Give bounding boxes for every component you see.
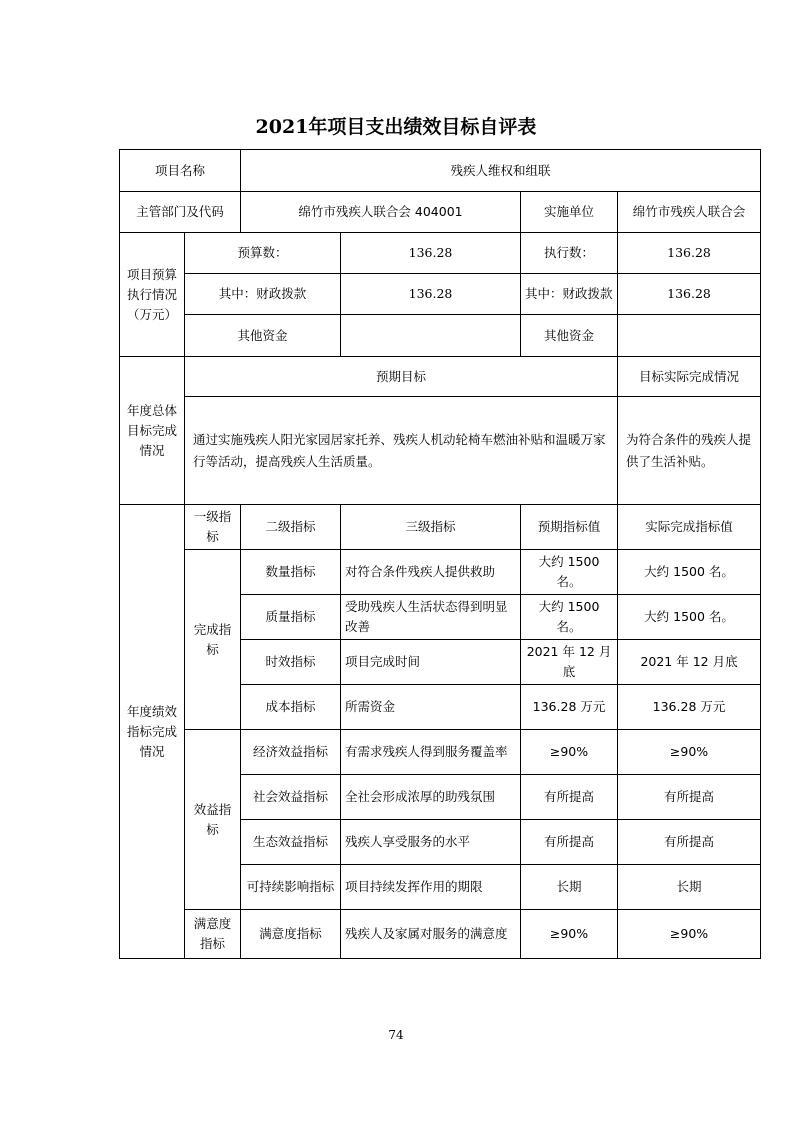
indicator-section-label: 年度绩效指标完成情况 <box>120 505 185 959</box>
dept-row <box>120 192 761 233</box>
project-name-label: 项目名称 <box>120 150 241 192</box>
indicator-header-expected: 预期指标值 <box>521 505 618 550</box>
budget-section-label: 项目预算执行情况（万元） <box>120 233 185 357</box>
actual-goal-header: 目标实际完成情况 <box>618 357 761 397</box>
indicator-expected: ≥90% <box>521 910 618 959</box>
indicator-actual: 有所提高 <box>618 775 761 820</box>
indicator-level3: 全社会形成浓厚的助残氛围 <box>341 775 521 820</box>
dept-label: 主管部门及代码 <box>120 192 241 233</box>
fiscal-value: 136.28 <box>341 274 521 315</box>
unit-label: 实施单位 <box>521 192 618 233</box>
project-name-value: 残疾人维权和组联 <box>241 150 761 192</box>
indicator-level3: 残疾人及家属对服务的满意度 <box>341 910 521 959</box>
indicator-level3: 对符合条件残疾人提供救助 <box>341 550 521 595</box>
indicator-level3: 项目完成时间 <box>341 640 521 685</box>
budget-value: 136.28 <box>341 233 521 274</box>
indicator-expected: 长期 <box>521 865 618 910</box>
indicator-level2: 数量指标 <box>241 550 341 595</box>
indicator-actual: 136.28 万元 <box>618 685 761 730</box>
indicator-level2: 可持续影响指标 <box>241 865 341 910</box>
indicator-level2: 满意度指标 <box>241 910 341 959</box>
evaluation-table <box>119 149 761 959</box>
indicator-expected: 136.28 万元 <box>521 685 618 730</box>
table-row <box>120 550 761 595</box>
actual-goal-text: 为符合条件的残疾人提供了生活补贴。 <box>618 397 761 505</box>
indicator-expected: ≥90% <box>521 730 618 775</box>
other-funds-label-2: 其他资金 <box>521 315 618 357</box>
indicator-level3: 残疾人享受服务的水平 <box>341 820 521 865</box>
indicator-level2: 社会效益指标 <box>241 775 341 820</box>
indicator-expected: 有所提高 <box>521 775 618 820</box>
indicator-level3: 所需资金 <box>341 685 521 730</box>
indicator-actual: 大约 1500 名。 <box>618 550 761 595</box>
indicator-level3: 项目持续发挥作用的期限 <box>341 865 521 910</box>
indicator-level2: 质量指标 <box>241 595 341 640</box>
other-funds-value-2 <box>618 315 761 357</box>
indicator-actual: ≥90% <box>618 910 761 959</box>
other-funds-row <box>120 315 761 357</box>
dept-value: 绵竹市残疾人联合会 404001 <box>241 192 521 233</box>
table-row <box>120 730 761 775</box>
indicator-header-actual: 实际完成指标值 <box>618 505 761 550</box>
indicator-actual: 长期 <box>618 865 761 910</box>
indicator-actual: 大约 1500 名。 <box>618 595 761 640</box>
indicator-expected: 大约 1500 名。 <box>521 550 618 595</box>
indicator-actual: ≥90% <box>618 730 761 775</box>
fiscal-row <box>120 274 761 315</box>
benefit-indicator-label: 效益指标 <box>185 730 241 910</box>
expected-goal-header: 预期目标 <box>185 357 618 397</box>
indicator-header-row <box>120 505 761 550</box>
annual-goal-content-row <box>120 397 761 505</box>
annual-goal-header-row <box>120 357 761 397</box>
indicator-expected: 有所提高 <box>521 820 618 865</box>
indicator-level2: 经济效益指标 <box>241 730 341 775</box>
other-funds-label: 其他资金 <box>185 315 341 357</box>
annual-goal-label: 年度总体目标完成情况 <box>120 357 185 505</box>
indicator-header-level1: 一级指标 <box>185 505 241 550</box>
indicator-header-level3: 三级指标 <box>341 505 521 550</box>
completion-indicator-label: 完成指标 <box>185 550 241 730</box>
indicator-actual: 有所提高 <box>618 820 761 865</box>
indicator-header-level2: 二级指标 <box>241 505 341 550</box>
indicator-expected: 大约 1500 名。 <box>521 595 618 640</box>
indicator-level3: 受助残疾人生活状态得到明显改善 <box>341 595 521 640</box>
page-number: 74 <box>388 1028 404 1042</box>
exec-label: 执行数： <box>521 233 618 274</box>
table-row <box>120 910 761 959</box>
indicator-level3: 有需求残疾人得到服务覆盖率 <box>341 730 521 775</box>
indicator-expected: 2021 年 12 月底 <box>521 640 618 685</box>
indicator-actual: 2021 年 12 月底 <box>618 640 761 685</box>
page-title: 2021年项目支出绩效目标自评表 <box>255 116 537 138</box>
expected-goal-text: 通过实施残疾人阳光家园居家托养、残疾人机动轮椅车燃油补贴和温暖万家行等活动，提高残疾人生活质量。 <box>185 397 618 505</box>
fiscal-label-2: 其中：财政拨款 <box>521 274 618 315</box>
indicator-level2: 生态效益指标 <box>241 820 341 865</box>
fiscal-value-2: 136.28 <box>618 274 761 315</box>
budget-row <box>120 233 761 274</box>
fiscal-label: 其中：财政拨款 <box>185 274 341 315</box>
other-funds-value <box>341 315 521 357</box>
project-name-row <box>120 150 761 192</box>
unit-value: 绵竹市残疾人联合会 <box>618 192 761 233</box>
exec-value: 136.28 <box>618 233 761 274</box>
satisfaction-indicator-label: 满意度指标 <box>185 910 241 959</box>
indicator-level2: 成本指标 <box>241 685 341 730</box>
budget-label: 预算数： <box>185 233 341 274</box>
indicator-level2: 时效指标 <box>241 640 341 685</box>
